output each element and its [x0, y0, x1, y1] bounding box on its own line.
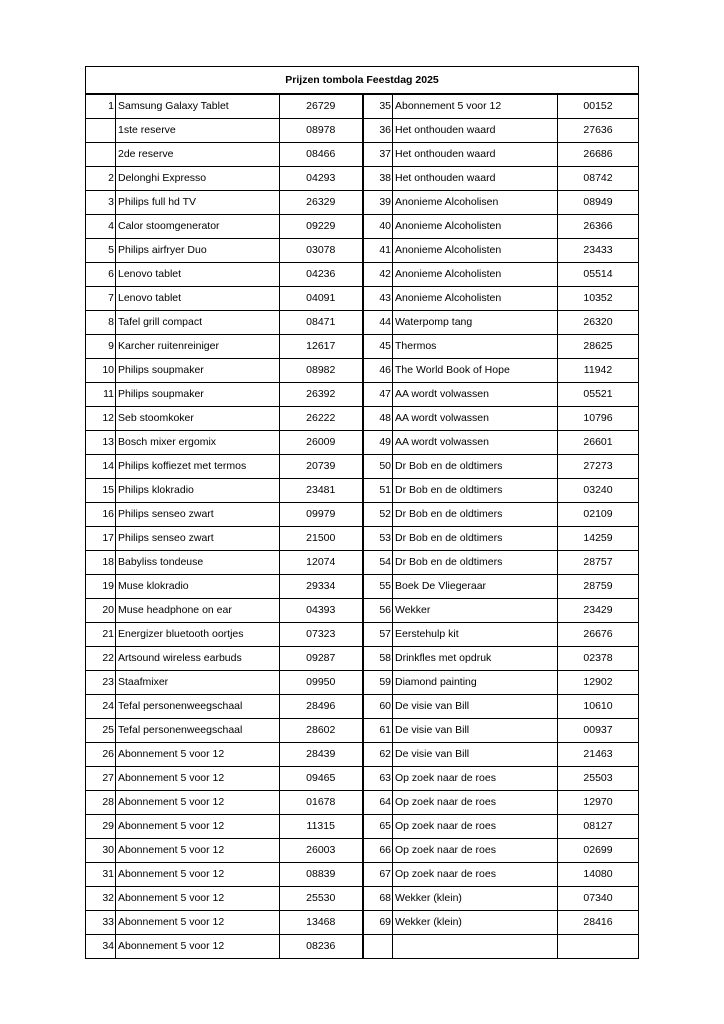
prize-name: Het onthouden waard: [393, 143, 558, 167]
table-row: [86, 503, 639, 527]
ticket-code: 26320: [558, 311, 639, 335]
ticket-code: 20739: [280, 455, 363, 479]
ticket-code: 21500: [280, 527, 363, 551]
table-row: [86, 94, 639, 119]
prize-name: Diamond painting: [393, 671, 558, 695]
ticket-code: 23481: [280, 479, 363, 503]
table-row: [86, 695, 639, 719]
ticket-code: 29334: [280, 575, 363, 599]
table-row: [86, 791, 639, 815]
prize-name: Abonnement 5 voor 12: [116, 863, 280, 887]
prize-number: 51: [363, 479, 393, 503]
ticket-code: 27273: [558, 455, 639, 479]
prize-number: 9: [86, 335, 116, 359]
prize-number: 35: [363, 94, 393, 119]
prize-name: Muse headphone on ear: [116, 599, 280, 623]
prize-name: Het onthouden waard: [393, 119, 558, 143]
ticket-code: 14259: [558, 527, 639, 551]
ticket-code: 26676: [558, 623, 639, 647]
prize-name: 1ste reserve: [116, 119, 280, 143]
prize-number: 31: [86, 863, 116, 887]
prize-number: 1: [86, 94, 116, 119]
prize-number: 18: [86, 551, 116, 575]
prize-name: Calor stoomgenerator: [116, 215, 280, 239]
prize-name: Dr Bob en de oldtimers: [393, 551, 558, 575]
prize-name: Philips senseo zwart: [116, 503, 280, 527]
prize-name: Abonnement 5 voor 12: [116, 767, 280, 791]
prize-name: Wekker (klein): [393, 887, 558, 911]
ticket-code: 09950: [280, 671, 363, 695]
table-row: [86, 335, 639, 359]
prize-name: AA wordt volwassen: [393, 431, 558, 455]
ticket-code: 04293: [280, 167, 363, 191]
prize-name: Lenovo tablet: [116, 287, 280, 311]
prize-number: 44: [363, 311, 393, 335]
table-row: [86, 359, 639, 383]
prize-name: Seb stoomkoker: [116, 407, 280, 431]
prize-name: Philips soupmaker: [116, 383, 280, 407]
prize-name: Babyliss tondeuse: [116, 551, 280, 575]
ticket-code: 26392: [280, 383, 363, 407]
prize-name: Karcher ruitenreiniger: [116, 335, 280, 359]
ticket-code: 23429: [558, 599, 639, 623]
ticket-code: 26601: [558, 431, 639, 455]
ticket-code: 28759: [558, 575, 639, 599]
ticket-code: 27636: [558, 119, 639, 143]
ticket-code: 08471: [280, 311, 363, 335]
prize-number: 2: [86, 167, 116, 191]
prize-number: 42: [363, 263, 393, 287]
prize-name: Tafel grill compact: [116, 311, 280, 335]
prize-number: 67: [363, 863, 393, 887]
prize-number: 34: [86, 935, 116, 959]
ticket-code: 08127: [558, 815, 639, 839]
table-title: Prijzen tombola Feestdag 2025: [86, 67, 639, 95]
ticket-code: 08742: [558, 167, 639, 191]
table-row: [86, 743, 639, 767]
table-row: [86, 551, 639, 575]
prize-name: Tefal personenweegschaal: [116, 695, 280, 719]
prize-number: 21: [86, 623, 116, 647]
table-row: [86, 119, 639, 143]
prize-number: 15: [86, 479, 116, 503]
ticket-code: 28757: [558, 551, 639, 575]
ticket-code: 04091: [280, 287, 363, 311]
prize-name: Wekker (klein): [393, 911, 558, 935]
ticket-code: 26686: [558, 143, 639, 167]
ticket-code: 12617: [280, 335, 363, 359]
prize-name: Abonnement 5 voor 12: [116, 839, 280, 863]
ticket-code: 26729: [280, 94, 363, 119]
ticket-code: 10796: [558, 407, 639, 431]
ticket-code: 00937: [558, 719, 639, 743]
ticket-code: 09979: [280, 503, 363, 527]
prize-number: 40: [363, 215, 393, 239]
prize-number: 19: [86, 575, 116, 599]
table-row: [86, 599, 639, 623]
prize-table: [85, 66, 639, 959]
prize-number: 22: [86, 647, 116, 671]
prize-number: 46: [363, 359, 393, 383]
prize-name: Thermos: [393, 335, 558, 359]
ticket-code: 05521: [558, 383, 639, 407]
prize-name: [393, 935, 558, 959]
prize-number: 49: [363, 431, 393, 455]
prize-name: The World Book of Hope: [393, 359, 558, 383]
table-row: [86, 767, 639, 791]
prize-number: 47: [363, 383, 393, 407]
ticket-code: 00152: [558, 94, 639, 119]
title-row: [86, 67, 639, 95]
prize-name: Abonnement 5 voor 12: [116, 911, 280, 935]
ticket-code: 03078: [280, 239, 363, 263]
table-row: [86, 911, 639, 935]
prize-body: [86, 94, 639, 959]
prize-number: 53: [363, 527, 393, 551]
prize-number: [363, 935, 393, 959]
prize-name: Drinkfles met opdruk: [393, 647, 558, 671]
table-row: [86, 815, 639, 839]
ticket-code: 08949: [558, 191, 639, 215]
prize-name: Abonnement 5 voor 12: [116, 815, 280, 839]
table-row: [86, 215, 639, 239]
prize-number: 57: [363, 623, 393, 647]
prize-name: Op zoek naar de roes: [393, 839, 558, 863]
ticket-code: 11315: [280, 815, 363, 839]
prize-name: De visie van Bill: [393, 743, 558, 767]
prize-number: 11: [86, 383, 116, 407]
prize-name: Op zoek naar de roes: [393, 815, 558, 839]
table-row: [86, 383, 639, 407]
table-row: [86, 431, 639, 455]
prize-number: 12: [86, 407, 116, 431]
prize-name: De visie van Bill: [393, 719, 558, 743]
ticket-code: 02109: [558, 503, 639, 527]
ticket-code: 03240: [558, 479, 639, 503]
table-row: [86, 671, 639, 695]
prize-number: 59: [363, 671, 393, 695]
prize-name: AA wordt volwassen: [393, 383, 558, 407]
ticket-code: 28602: [280, 719, 363, 743]
ticket-code: 28496: [280, 695, 363, 719]
prize-name: Abonnement 5 voor 12: [393, 94, 558, 119]
prize-number: 23: [86, 671, 116, 695]
ticket-code: 10352: [558, 287, 639, 311]
ticket-code: 14080: [558, 863, 639, 887]
prize-name: Philips klokradio: [116, 479, 280, 503]
prize-name: Artsound wireless earbuds: [116, 647, 280, 671]
ticket-code: 08236: [280, 935, 363, 959]
prize-number: 68: [363, 887, 393, 911]
ticket-code: 12902: [558, 671, 639, 695]
prize-number: 27: [86, 767, 116, 791]
ticket-code: 07323: [280, 623, 363, 647]
prize-number: 58: [363, 647, 393, 671]
prize-name: Abonnement 5 voor 12: [116, 743, 280, 767]
ticket-code: 12074: [280, 551, 363, 575]
prize-number: [86, 119, 116, 143]
ticket-code: 12970: [558, 791, 639, 815]
ticket-code: 08466: [280, 143, 363, 167]
ticket-code: 11942: [558, 359, 639, 383]
ticket-code: 21463: [558, 743, 639, 767]
table-row: [86, 887, 639, 911]
prize-name: Dr Bob en de oldtimers: [393, 479, 558, 503]
prize-number: 69: [363, 911, 393, 935]
ticket-code: 08839: [280, 863, 363, 887]
ticket-code: 04393: [280, 599, 363, 623]
prize-number: 13: [86, 431, 116, 455]
prize-name: AA wordt volwassen: [393, 407, 558, 431]
table-row: [86, 143, 639, 167]
ticket-code: 26222: [280, 407, 363, 431]
prize-name: Abonnement 5 voor 12: [116, 935, 280, 959]
ticket-code: 09465: [280, 767, 363, 791]
prize-name: Wekker: [393, 599, 558, 623]
ticket-code: 28625: [558, 335, 639, 359]
table-row: [86, 719, 639, 743]
prize-number: 38: [363, 167, 393, 191]
table-row: [86, 407, 639, 431]
ticket-code: 02378: [558, 647, 639, 671]
table-row: [86, 623, 639, 647]
prize-number: 52: [363, 503, 393, 527]
prize-name: Muse klokradio: [116, 575, 280, 599]
ticket-code: 05514: [558, 263, 639, 287]
prize-name: Philips senseo zwart: [116, 527, 280, 551]
prize-number: 4: [86, 215, 116, 239]
prize-name: Op zoek naar de roes: [393, 863, 558, 887]
prize-number: 7: [86, 287, 116, 311]
prize-number: 32: [86, 887, 116, 911]
prize-number: 56: [363, 599, 393, 623]
ticket-code: 08982: [280, 359, 363, 383]
prize-number: 61: [363, 719, 393, 743]
prize-number: 5: [86, 239, 116, 263]
prize-name: 2de reserve: [116, 143, 280, 167]
prize-name: Anonieme Alcoholisten: [393, 239, 558, 263]
prize-number: 16: [86, 503, 116, 527]
prize-number: [86, 143, 116, 167]
prize-number: 25: [86, 719, 116, 743]
prize-number: 20: [86, 599, 116, 623]
prize-name: Staafmixer: [116, 671, 280, 695]
table-row: [86, 263, 639, 287]
prize-name: Dr Bob en de oldtimers: [393, 503, 558, 527]
prize-number: 48: [363, 407, 393, 431]
prize-name: Waterpomp tang: [393, 311, 558, 335]
prize-name: Op zoek naar de roes: [393, 791, 558, 815]
table-row: [86, 863, 639, 887]
prize-number: 3: [86, 191, 116, 215]
prize-number: 36: [363, 119, 393, 143]
table-row: [86, 455, 639, 479]
prize-number: 60: [363, 695, 393, 719]
prize-name: Samsung Galaxy Tablet: [116, 94, 280, 119]
prize-number: 24: [86, 695, 116, 719]
prize-number: 63: [363, 767, 393, 791]
ticket-code: 26009: [280, 431, 363, 455]
prize-name: Delonghi Expresso: [116, 167, 280, 191]
table-row: [86, 239, 639, 263]
prize-name: Philips koffiezet met termos: [116, 455, 280, 479]
ticket-code: 02699: [558, 839, 639, 863]
prize-name: Philips airfryer Duo: [116, 239, 280, 263]
prize-number: 65: [363, 815, 393, 839]
ticket-code: 28416: [558, 911, 639, 935]
table-row: [86, 191, 639, 215]
prize-name: Anonieme Alcoholisen: [393, 191, 558, 215]
table-row: [86, 839, 639, 863]
prize-number: 43: [363, 287, 393, 311]
prize-name: Op zoek naar de roes: [393, 767, 558, 791]
ticket-code: 26366: [558, 215, 639, 239]
table-row: [86, 527, 639, 551]
prize-name: Anonieme Alcoholisten: [393, 215, 558, 239]
prize-name: Philips full hd TV: [116, 191, 280, 215]
prize-number: 28: [86, 791, 116, 815]
prize-name: De visie van Bill: [393, 695, 558, 719]
prize-number: 6: [86, 263, 116, 287]
ticket-code: 25530: [280, 887, 363, 911]
prize-number: 33: [86, 911, 116, 935]
prize-name: Tefal personenweegschaal: [116, 719, 280, 743]
prize-number: 10: [86, 359, 116, 383]
prize-number: 17: [86, 527, 116, 551]
prize-number: 50: [363, 455, 393, 479]
table-row: [86, 647, 639, 671]
prize-number: 66: [363, 839, 393, 863]
prize-number: 41: [363, 239, 393, 263]
prize-name: Abonnement 5 voor 12: [116, 887, 280, 911]
prize-number: 26: [86, 743, 116, 767]
ticket-code: 26003: [280, 839, 363, 863]
ticket-code: 01678: [280, 791, 363, 815]
ticket-code: 25503: [558, 767, 639, 791]
prize-number: 29: [86, 815, 116, 839]
table-row: [86, 311, 639, 335]
ticket-code: [558, 935, 639, 959]
prize-name: Dr Bob en de oldtimers: [393, 455, 558, 479]
table-row: [86, 479, 639, 503]
prize-name: Abonnement 5 voor 12: [116, 791, 280, 815]
prize-number: 64: [363, 791, 393, 815]
prize-name: Boek De Vliegeraar: [393, 575, 558, 599]
table-row: [86, 287, 639, 311]
ticket-code: 10610: [558, 695, 639, 719]
ticket-code: 08978: [280, 119, 363, 143]
prize-number: 55: [363, 575, 393, 599]
prize-number: 62: [363, 743, 393, 767]
table-row: [86, 575, 639, 599]
prize-number: 45: [363, 335, 393, 359]
prize-number: 54: [363, 551, 393, 575]
prize-name: Anonieme Alcoholisten: [393, 287, 558, 311]
prize-number: 8: [86, 311, 116, 335]
prize-name: Energizer bluetooth oortjes: [116, 623, 280, 647]
table-row: [86, 167, 639, 191]
prize-number: 37: [363, 143, 393, 167]
prize-name: Eerstehulp kit: [393, 623, 558, 647]
ticket-code: 04236: [280, 263, 363, 287]
ticket-code: 26329: [280, 191, 363, 215]
ticket-code: 09287: [280, 647, 363, 671]
table-row: [86, 935, 639, 959]
prize-name: Het onthouden waard: [393, 167, 558, 191]
prize-name: Anonieme Alcoholisten: [393, 263, 558, 287]
ticket-code: 07340: [558, 887, 639, 911]
prize-number: 30: [86, 839, 116, 863]
prize-name: Dr Bob en de oldtimers: [393, 527, 558, 551]
ticket-code: 13468: [280, 911, 363, 935]
prize-name: Lenovo tablet: [116, 263, 280, 287]
ticket-code: 28439: [280, 743, 363, 767]
prize-number: 14: [86, 455, 116, 479]
prize-name: Bosch mixer ergomix: [116, 431, 280, 455]
prize-name: Philips soupmaker: [116, 359, 280, 383]
prize-number: 39: [363, 191, 393, 215]
ticket-code: 09229: [280, 215, 363, 239]
ticket-code: 23433: [558, 239, 639, 263]
